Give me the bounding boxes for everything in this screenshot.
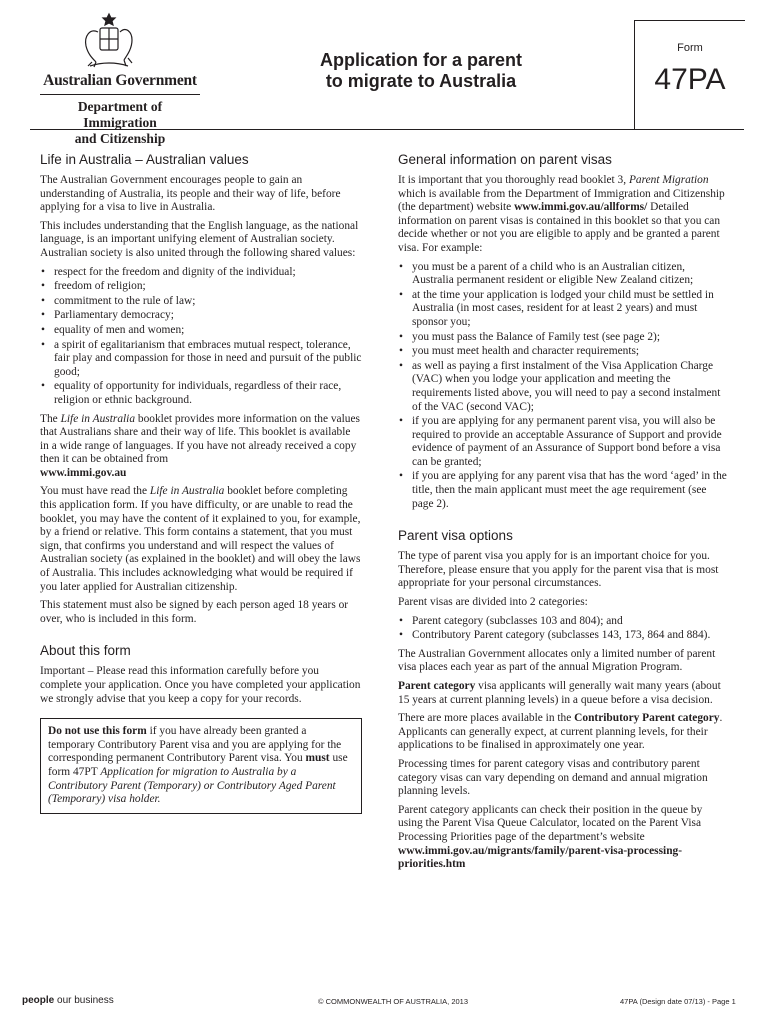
text-run: It is important that you thoroughly read booklet 3, <box>398 174 629 186</box>
paragraph <box>398 680 728 707</box>
paragraph: Important – Please read this information carefully before you complete your application. Once you have completed your application we strongly advise that you keep a copy for your records. <box>40 665 361 705</box>
list-item: • if you are applying for any parent visa that has the word ‘aged’ in the title, then the main applicant must meet the age requirement (see page 2). <box>398 470 728 511</box>
government-branding <box>40 72 200 147</box>
list-item: • you must be a parent of a child who is an Australian citizen, Australia permanent resident or eligible New Zealand citizen; <box>398 261 728 288</box>
form-number-box <box>634 20 745 129</box>
header-divider <box>30 129 744 130</box>
paragraph <box>40 485 362 594</box>
paragraph <box>40 413 362 481</box>
department-line-2: and Citizenship <box>74 131 166 146</box>
notice-box <box>40 718 362 814</box>
notice-emphasis: Do not use this form <box>48 725 147 738</box>
text-run: You must have read the <box>40 485 150 498</box>
list-item: • commitment to the rule of law; <box>40 295 362 309</box>
government-name: Australian Government <box>43 72 197 89</box>
list-item: • a spirit of egalitarianism that embraces mutual respect, tolerance, fair play and compassion for those in need and pursuit of the public good; <box>40 339 362 380</box>
notice-emphasis: must <box>305 752 330 765</box>
text-run: if you have already been granted a temporary Contributory Parent visa and you are applying for the corresponding permanent Contributory Parent visa. You <box>48 725 342 765</box>
list-item: • Parent category (subclasses 103 and 804); and <box>398 615 728 629</box>
website-link[interactable]: www.immi.gov.au/allforms/ <box>514 201 648 214</box>
list-item: • if you are applying for any permanent parent visa, you will also be required to provide an acceptable Assurance of Support and provide evidence of payment of an Assurance of Support bond before a visa can be granted; <box>398 415 728 469</box>
form-number: 47PA <box>654 63 726 96</box>
list-item: • equality of opportunity for individuals, regardless of their race, religion or ethnic background. <box>40 380 362 407</box>
text-run: booklet provides more information on the values that Australians share and their way of life. This booklet is available in a wide range of languages. If you have not already received a copy then it can be obtained from <box>40 412 360 466</box>
website-link[interactable]: www.immi.gov.au <box>40 466 127 479</box>
requirements-list <box>398 261 728 512</box>
spacer <box>398 516 728 528</box>
list-item: • you must meet health and character requirements; <box>398 345 728 359</box>
paragraph: The type of parent visa you apply for is an important choice for you. Therefore, please ensure that you apply for the parent visa that is most appropriate for your personal circumstances. <box>398 550 719 590</box>
text-run: Detailed information on parent visas is contained in this booklet so that you can decide whether or not you are eligible to apply and be granted a parent visa. For example: <box>398 201 721 254</box>
website-link[interactable]: www.immi.gov.au/migrants/family/parent-visa-processing-priorities.htm <box>398 844 683 871</box>
section-heading-options: Parent visa options <box>398 528 513 544</box>
list-item: • you must pass the Balance of Family test (see page 2); <box>398 331 728 345</box>
footer-copyright: © COMMONWEALTH OF AUSTRALIA, 2013 <box>318 997 468 1006</box>
paragraph: Parent visas are divided into 2 categories: <box>398 596 588 609</box>
section-heading-general: General information on parent visas <box>398 152 612 167</box>
section-heading-values: Life in Australia – Australian values <box>40 152 249 167</box>
list-item: • freedom of religion; <box>40 280 362 294</box>
text-run: . Applicants can generally expect, at current planning levels, for their applications to be finalised in approximately one year. <box>398 712 723 752</box>
values-list <box>40 266 362 408</box>
paragraph: Processing times for parent category visas and contributory parent category visas can vary depending on demand and annual migration planning levels. <box>398 757 708 798</box>
footer-slogan <box>22 995 114 1006</box>
text-run: visa applicants will generally wait many years (about 15 years at current planning levels) in a queue before a visa decision. <box>398 680 721 706</box>
paragraph: This statement must also be signed by each person aged 18 years or over, who is included in this form. <box>40 599 349 625</box>
paragraph <box>398 174 728 256</box>
spacer <box>40 631 362 643</box>
list-item: • respect for the freedom and dignity of the individual; <box>40 266 362 280</box>
form-label: Form <box>677 42 703 54</box>
document-title <box>292 50 550 92</box>
text-emphasis: Parent category <box>398 680 476 692</box>
list-item: • Contributory Parent category (subclasses 143, 173, 864 and 884). <box>398 629 728 643</box>
text-run: Parent category applicants can check their position in the queue by using the Parent Visa Queue Calculator, located on the Parent Visa Processing Priorities page of the department’s website <box>398 803 703 843</box>
department-name <box>40 99 200 147</box>
list-item: • equality of men and women; <box>40 324 362 338</box>
text-run: booklet before completing this application form. If you have difficulty, or are unable to read the booklet, you may have the content of it explained to you, for example, by a friend or relative. This form contains a statement, that you must sign, that confirms you understand and will respect the values of Australian society (as explained in the booklet) and will obey the laws of Australia. This includes acknowledging what would be required if you later applied for Australian citizenship. <box>40 485 361 593</box>
branding-divider <box>40 94 200 95</box>
form-title: Application for migration to Australia by a Contributory Parent (Temporary) or Contributory Aged Parent (Temporary) visa holder. <box>48 765 336 806</box>
paragraph <box>398 804 728 872</box>
slogan-text: our business <box>54 995 114 1006</box>
slogan-emphasis: people <box>22 995 55 1006</box>
text-run: use form 47PT <box>48 752 348 778</box>
paragraph: The Australian Government allocates only a limited number of parent visa places each year as part of the annual Migration Program. <box>398 647 716 674</box>
text-emphasis: Contributory Parent category <box>574 712 720 725</box>
coat-of-arms-icon <box>78 12 140 70</box>
title-line-2: to migrate to Australia <box>325 71 517 91</box>
department-line-1: Department of Immigration <box>77 99 163 130</box>
paragraph: This includes understanding that the English language, as the national language, is an important unifying element of Australian society. Australian society is also united through the following shared values: <box>40 219 359 259</box>
booklet-title: Parent Migration <box>628 174 709 186</box>
booklet-title: Life in Australia <box>60 412 136 425</box>
text-run: which is available from the Department of Immigration and Citizenship (the department) website <box>398 187 725 214</box>
paragraph: The Australian Government encourages people to gain an understanding of Australia, its people and their way of life, before applying for a visa to live in Australia. <box>40 174 341 214</box>
right-column <box>398 152 728 877</box>
list-item: • as well as paying a first instalment of the Visa Application Charge (VAC) when you lodge your application and meeting the requirements listed above, you will need to pay a second instalment of the VAC (second VAC); <box>398 360 728 414</box>
paragraph <box>398 712 728 753</box>
list-item: • at the time your application is lodged your child must be settled in Australia (in most cases, resident for at least 2 years) and must sponsor you; <box>398 289 728 330</box>
section-heading-about: About this form <box>40 643 131 659</box>
text-run: There are more places available in the <box>398 712 575 725</box>
title-line-1: Application for a parent <box>319 50 523 70</box>
text-run: The <box>40 412 61 425</box>
left-column <box>40 152 362 814</box>
list-item: • Parliamentary democracy; <box>40 309 362 323</box>
footer-page-info: 47PA (Design date 07/13) - Page 1 <box>620 997 736 1006</box>
booklet-title: Life in Australia <box>149 485 225 498</box>
categories-list <box>398 615 728 643</box>
